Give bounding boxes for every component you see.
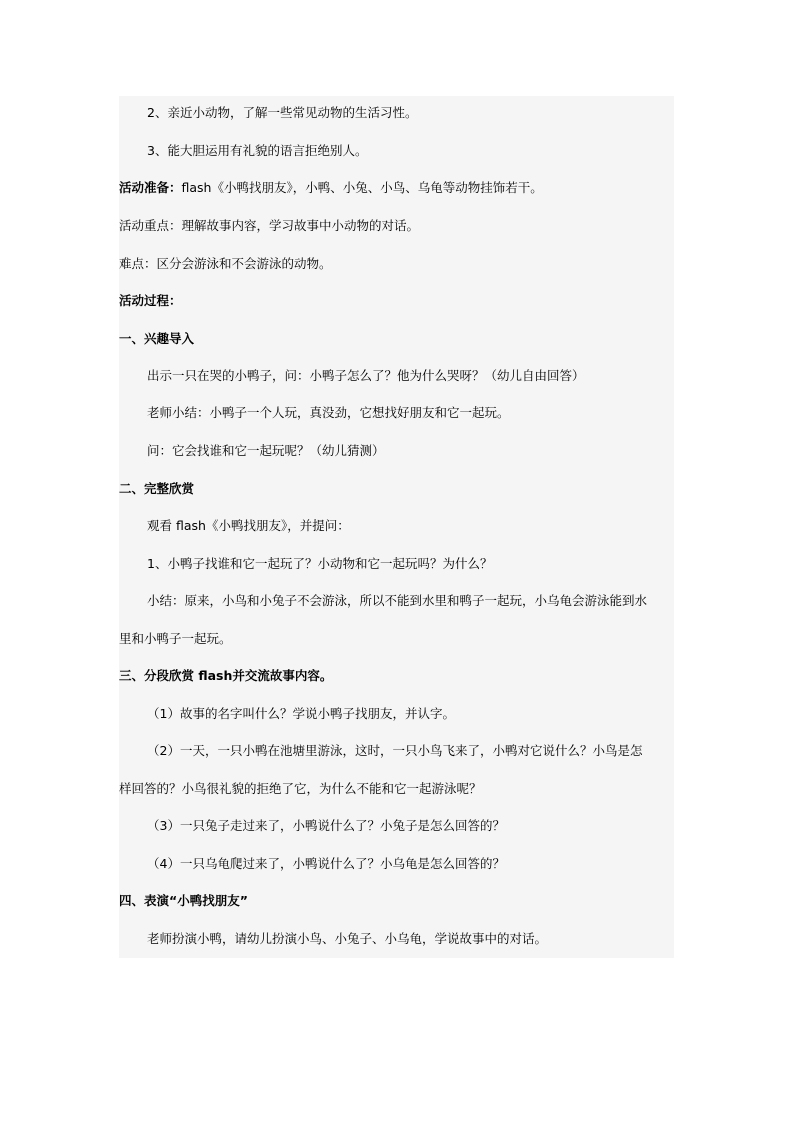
section-2-paragraph-2: 1、小鸭子找谁和它一起玩了？小动物和它一起玩吗？为什么？ <box>147 556 493 571</box>
key-point: 活动重点：理解故事内容，学习故事中小动物的对话。 <box>119 218 420 233</box>
section-1-heading: 一、兴趣导入 <box>119 331 195 346</box>
section-4-heading: 四、表演“小鸭找朋友” <box>119 893 248 908</box>
goal-3: 3、能大胆运用有礼貌的语言拒绝别人。 <box>147 143 368 158</box>
section-1-paragraph-3: 问：它会找谁和它一起玩呢？（幼儿猜测） <box>147 443 385 458</box>
document-body <box>119 96 674 958</box>
difficulty: 难点：区分会游泳和不会游泳的动物。 <box>119 256 332 271</box>
goal-2: 2、亲近小动物，了解一些常见动物的生活习性。 <box>147 105 418 120</box>
section-4-paragraph-1: 老师扮演小鸭，请幼儿扮演小鸟、小兔子、小乌龟，学说故事中的对话。 <box>147 931 548 946</box>
section-3-paragraph-2-line-2: 样回答的？小鸟很礼貌的拒绝了它，为什么不能和它一起游泳呢？ <box>119 781 482 796</box>
section-3-heading: 三、分段欣赏 flash并交流故事内容。 <box>119 668 333 683</box>
section-1-paragraph-2: 老师小结：小鸭子一个人玩，真没劲，它想找好朋友和它一起玩。 <box>147 405 510 420</box>
section-1-paragraph-1: 出示一只在哭的小鸭子，问：小鸭子怎么了？他为什么哭呀？（幼儿自由回答） <box>147 368 585 383</box>
process-heading: 活动过程： <box>119 293 182 308</box>
section-3-paragraph-2-line-1: （2）一天，一只小鸭在池塘里游泳，这时，一只小鸟飞来了，小鸭对它说什么？小鸟是怎 <box>147 743 643 758</box>
activity-preparation <box>119 179 674 197</box>
section-3-paragraph-1: （1）故事的名字叫什么？学说小鸭子找朋友，并认字。 <box>147 706 455 721</box>
section-2-summary-line-2: 里和小鸭子一起玩。 <box>119 631 232 646</box>
section-2-summary-line-1: 小结：原来，小鸟和小兔子不会游泳，所以不能到水里和鸭子一起玩，小乌龟会游泳能到水 <box>147 593 648 608</box>
preparation-label: 活动准备： <box>119 180 182 195</box>
section-3-paragraph-4: （4）一只乌龟爬过来了，小鸭说什么了？小乌龟是怎么回答的？ <box>147 856 505 871</box>
section-3-paragraph-3: （3）一只兔子走过来了，小鸭说什么了？小兔子是怎么回答的？ <box>147 818 505 833</box>
preparation-text: flash《小鸭找朋友》，小鸭、小兔、小鸟、乌龟等动物挂饰若干。 <box>181 180 543 195</box>
section-2-heading: 二、完整欣赏 <box>119 481 195 496</box>
section-2-paragraph-1: 观看 flash《小鸭找朋友》，并提问： <box>147 518 350 533</box>
